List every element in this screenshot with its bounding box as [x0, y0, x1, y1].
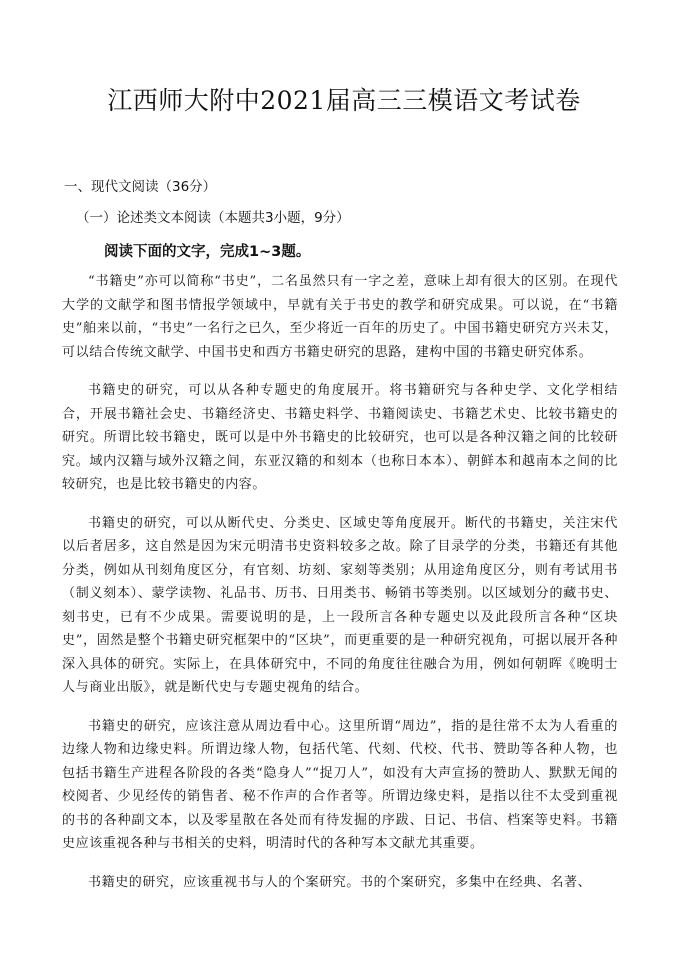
paragraph-5: 书籍史的研究，应该重视书与人的个案研究。书的个案研究，多集中在经典、名著、 [88, 874, 592, 890]
paragraph-3: 书籍史的研究，可以从断代史、分类史、区域史等角度展开。断代的书籍史，关注宋代以后者居多，这自然是因为宋元明清书史资料较多之故。除了目录学的分类，书籍还有其他分类，例如从刊刻角度区分，有官刻、坊刻、家刻等类别；从用途角度区分，则有考试用书（制义刻本）、蒙学读物、礼品书、历书、日用类书、畅销书等类别。以区域划分的藏书史、刻书史，已有不少成果。需要说明的是，上一段所言各种专题史以及此段所言各种“区块史”，固然是整个书籍史研究框架中的“区块”，而更重要的是一种研究视角，可据以展开各种深入具体的研究。实际上，在具体研究中，不同的角度往往融合为用，例如何朝晖《晚明士人与商业出版》，就是断代史与专题史视角的结合。 [62, 515, 618, 695]
exam-title: 江西师大附中2021届高三三模语文考试卷 [107, 86, 581, 115]
article-body [62, 270, 618, 909]
section-heading: 一、现代文阅读（36分） [64, 179, 217, 195]
paragraph-1: “书籍史”亦可以简称“书史”，二名虽然只有一字之差，意味上却有很大的区别。在现代大学的文献学和图书情报学领域中，早就有关于书史的教学和研究成果。可以说，在“书籍史”舶来以前，“书史”一名行之已久，至少将近一百年的历史了。中国书籍史研究方兴未艾，可以结合传统文献学、中国书史和西方书籍史研究的思路，建构中国的书籍史研究体系。 [62, 274, 618, 360]
paragraph-4: 书籍史的研究，应该注意从周边看中心。这里所谓“周边”，指的是往常不太为人看重的边缘人物和边缘史料。所谓边缘人物，包括代笔、代刻、代校、代书、赞助等各种人物，也包括书籍生产进程各阶段的各类“隐身人”“捉刀人”，如没有大声宣扬的赞助人、默默无闻的校阅者、少见经传的销售者、秘不作声的合作者等。所谓边缘史料，是指以往不太受到重视的书的各种副文本，以及零星散在各处而有待发掘的序跋、日记、书信、档案等史料。书籍史应该重视各种与书相关的史料，明清时代的各种写本文献尤其重要。 [62, 718, 618, 851]
reading-instruction: 阅读下面的文字，完成1~3题。 [104, 244, 311, 260]
paragraph-2: 书籍史的研究，可以从各种专题史的角度展开。将书籍研究与各种史学、文化学相结合，开展书籍社会史、书籍经济史、书籍史料学、书籍阅读史、书籍艺术史、比较书籍史的研究。所谓比较书籍史，既可以是中外书籍史的比较研究，也可以是各种汉籍之间的比较研究。域内汉籍与域外汉籍之间，东亚汉籍的和刻本（也称日本本）、朝鲜本和越南本之间的比较研究，也是比较书籍史的内容。 [62, 383, 618, 492]
subsection-heading: （一）论述类文本阅读（本题共3小题，9分） [76, 210, 350, 226]
